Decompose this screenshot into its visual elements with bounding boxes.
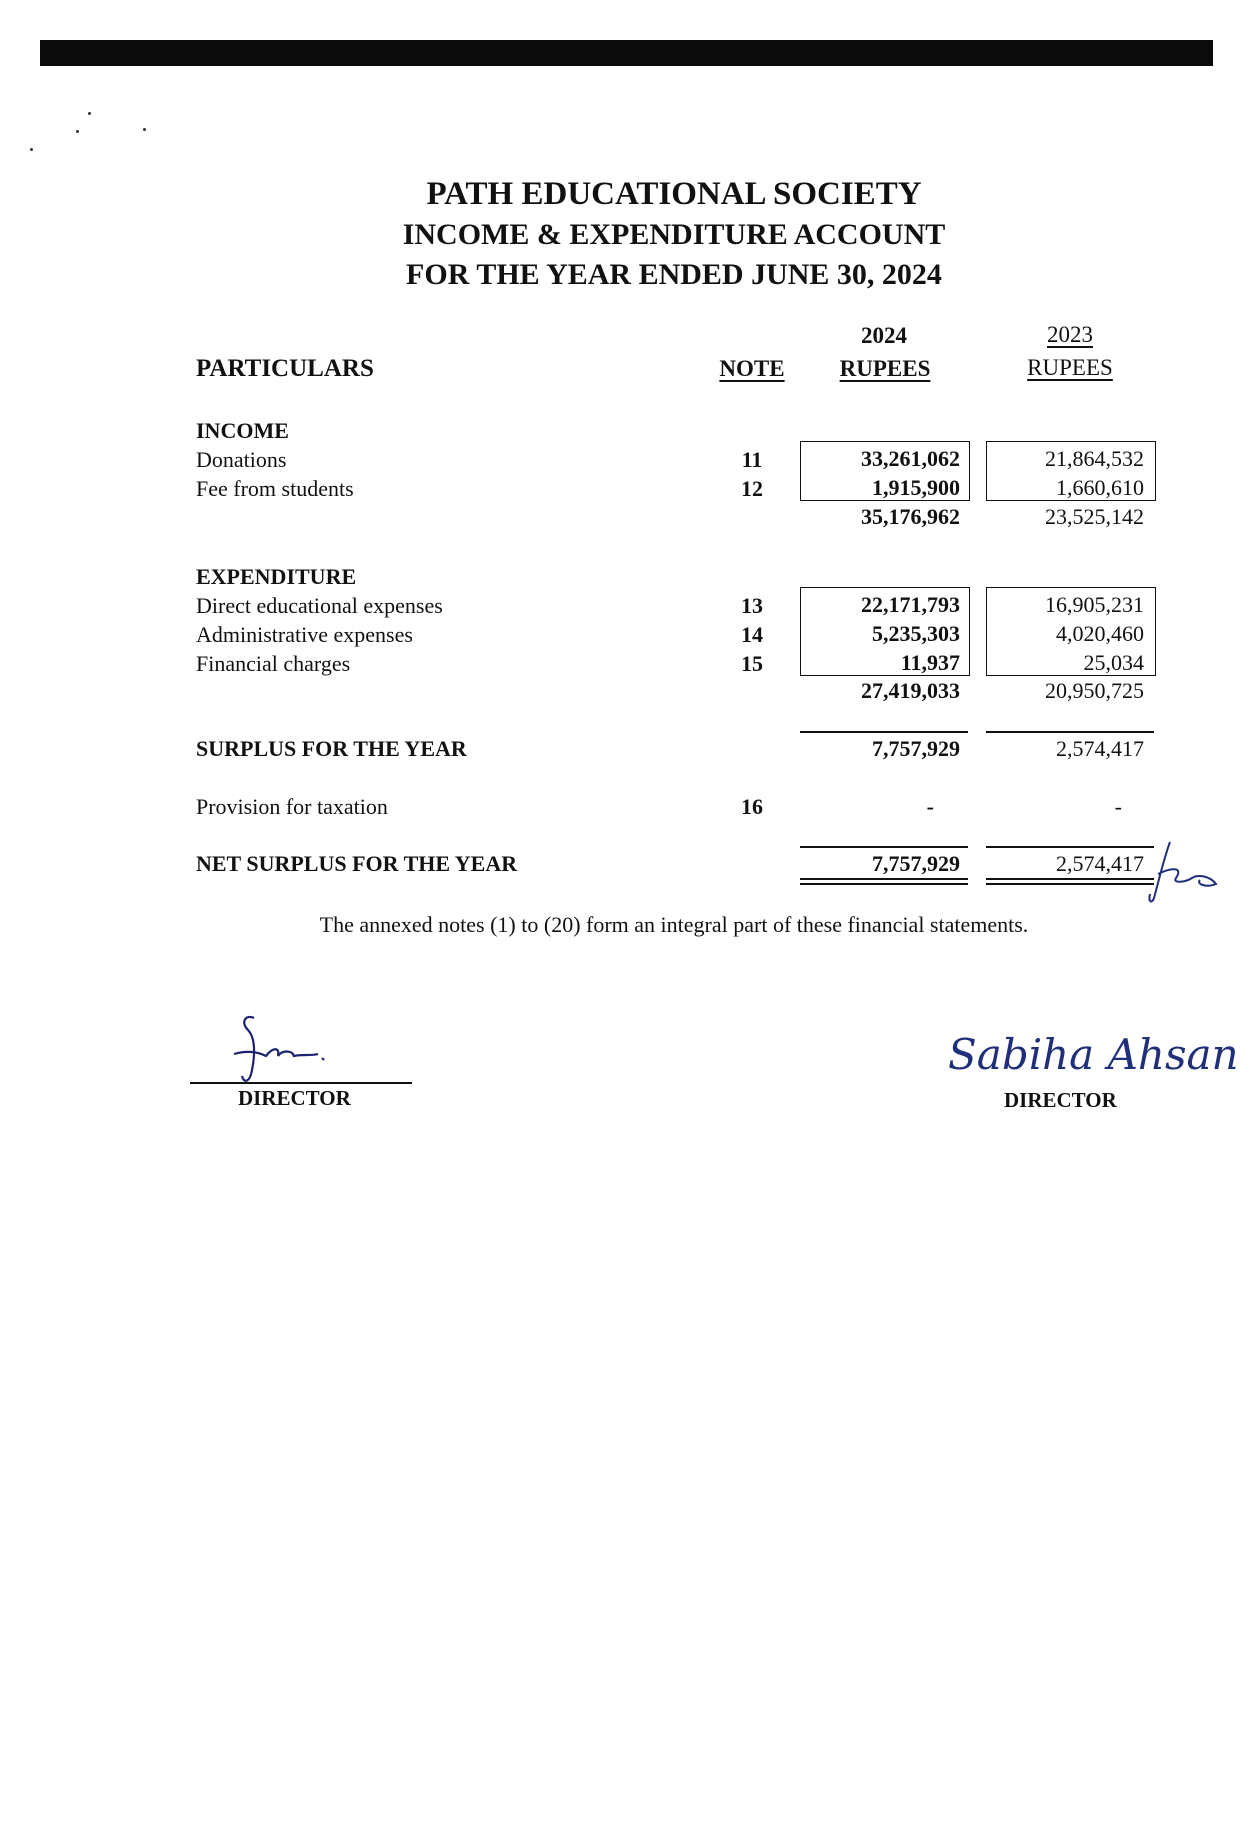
unit-prior-header: RUPEES [1027, 355, 1113, 380]
year-prior-header: 2023 [1047, 322, 1093, 347]
year-current-header: 2024 [861, 323, 907, 348]
note-header: NOTE [719, 356, 785, 381]
income-total-prior: 23,525,142 [1045, 504, 1144, 529]
net-surplus-prior: 2,574,417 [1056, 851, 1144, 876]
scan-speck [88, 112, 91, 115]
scan-speck [76, 130, 79, 133]
expenditure-total-current: 27,419,033 [861, 678, 960, 703]
expenditure-prior-box [986, 587, 1156, 676]
taxation-label: Provision for taxation [196, 794, 388, 819]
net-double-rule-current [800, 883, 968, 885]
taxation-current: - [926, 794, 934, 819]
statement-period: FOR THE YEAR ENDED JUNE 30, 2024 [406, 258, 942, 291]
expenditure-row-prior: 4,020,460 [1056, 621, 1144, 646]
surplus-rule-prior [986, 731, 1154, 733]
surplus-label: SURPLUS FOR THE YEAR [196, 736, 467, 761]
net-rule-top-current [800, 846, 968, 848]
left-signature-line [190, 1082, 412, 1084]
expenditure-row-prior: 16,905,231 [1045, 592, 1144, 617]
expenditure-row-note: 15 [741, 651, 763, 676]
net-surplus-current: 7,757,929 [872, 851, 960, 876]
expenditure-row-note: 13 [741, 593, 763, 618]
surplus-prior: 2,574,417 [1056, 736, 1144, 761]
initials-signature [1140, 838, 1218, 908]
particulars-header: PARTICULARS [196, 355, 374, 382]
right-director-title: DIRECTOR [1004, 1088, 1117, 1112]
income-current-box [800, 441, 970, 501]
surplus-rule-current [800, 731, 968, 733]
unit-current-header: RUPEES [839, 356, 931, 381]
left-director-title: DIRECTOR [238, 1086, 351, 1110]
net-double-rule-prior [986, 883, 1154, 885]
organization-name: PATH EDUCATIONAL SOCIETY [426, 176, 922, 212]
footnote: The annexed notes (1) to (20) form an integral part of these financial statements. [319, 912, 1029, 937]
net-rule-top-prior [986, 846, 1154, 848]
income-prior-box [986, 441, 1156, 501]
net-surplus-label: NET SURPLUS FOR THE YEAR [196, 851, 518, 876]
net-double-rule-current [800, 878, 968, 880]
net-double-rule-prior [986, 878, 1154, 880]
income-total-current: 35,176,962 [861, 504, 960, 529]
statement-title: INCOME & EXPENDITURE ACCOUNT [402, 218, 946, 251]
right-director-signature: Sabiha Ahsan [948, 1030, 1239, 1079]
income-row-prior: 21,864,532 [1045, 446, 1144, 471]
taxation-prior: - [1114, 794, 1122, 819]
top-scan-bar [40, 40, 1213, 66]
income-heading: INCOME [196, 418, 289, 443]
income-row-prior: 1,660,610 [1056, 475, 1144, 500]
income-row-label: Fee from students [196, 476, 354, 501]
left-director-signature [226, 1010, 336, 1090]
expenditure-total-prior: 20,950,725 [1045, 678, 1144, 703]
expenditure-row-note: 14 [741, 622, 763, 647]
expenditure-row-label: Direct educational expenses [196, 593, 443, 618]
expenditure-row-current: 5,235,303 [872, 621, 960, 646]
expenditure-row-label: Financial charges [196, 651, 351, 676]
expenditure-row-current: 22,171,793 [861, 592, 960, 617]
taxation-note: 16 [741, 794, 763, 819]
expenditure-heading: EXPENDITURE [196, 564, 357, 589]
income-row-current: 1,915,900 [872, 475, 960, 500]
scan-speck [30, 148, 33, 151]
income-row-current: 33,261,062 [861, 446, 960, 471]
expenditure-row-current: 11,937 [900, 650, 960, 675]
income-row-note: 12 [741, 476, 763, 501]
income-row-note: 11 [741, 447, 763, 472]
surplus-current: 7,757,929 [872, 736, 960, 761]
expenditure-current-box [800, 587, 970, 676]
income-row-label: Donations [196, 447, 287, 472]
expenditure-row-prior: 25,034 [1083, 650, 1144, 675]
expenditure-row-label: Administrative expenses [196, 622, 413, 647]
scan-speck [143, 128, 146, 131]
